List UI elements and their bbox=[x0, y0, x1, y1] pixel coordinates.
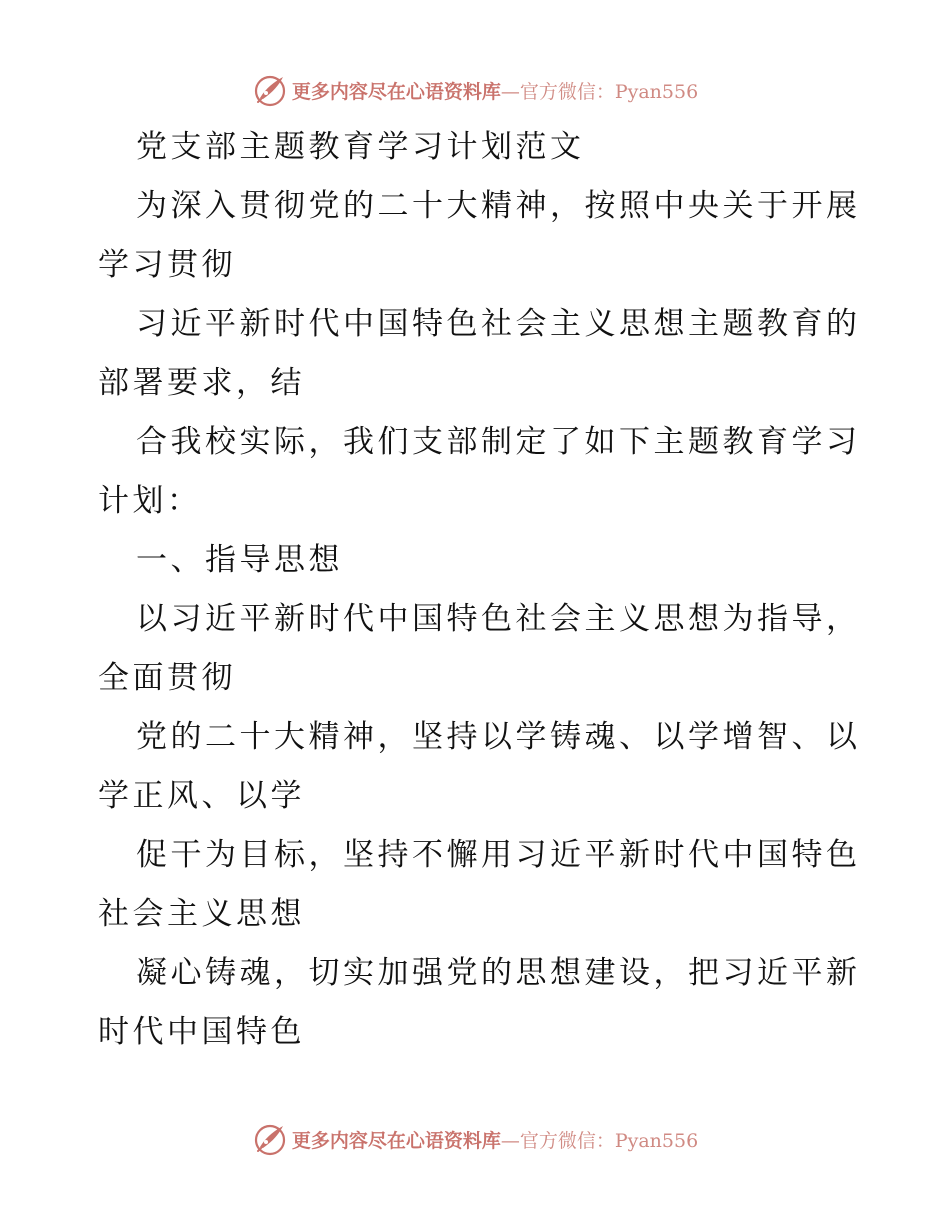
paragraph-line: 部署要求，结 bbox=[98, 365, 305, 401]
paragraph-line: 时代中国特色 bbox=[98, 1014, 305, 1050]
paragraph-line: 以习近平新时代中国特色社会主义思想为指导， bbox=[136, 601, 861, 637]
paragraph-line: 为深入贯彻党的二十大精神，按照中央关于开展 bbox=[136, 188, 861, 224]
paragraph-line: 学正风、以学 bbox=[98, 778, 305, 814]
watermark-wechat: —官方微信：Pyan556 bbox=[500, 1129, 699, 1152]
section-heading: 一、指导思想 bbox=[136, 542, 343, 578]
paragraph-line: 促干为目标，坚持不懈用习近平新时代中国特色 bbox=[136, 837, 861, 873]
paragraph-line: 凝心铸魂，切实加强党的思想建设，把习近平新 bbox=[136, 955, 861, 991]
document-body bbox=[98, 118, 861, 1062]
footer-watermark bbox=[0, 1119, 950, 1159]
paragraph-line: 习近平新时代中国特色社会主义思想主题教育的 bbox=[136, 306, 861, 342]
document-title: 党支部主题教育学习计划范文 bbox=[136, 129, 585, 165]
watermark-site-name: 更多内容尽在心语资料库 bbox=[291, 1129, 501, 1152]
paragraph-line: 计划： bbox=[98, 483, 202, 519]
watermark-site-name: 更多内容尽在心语资料库 bbox=[291, 80, 501, 103]
header-watermark bbox=[0, 70, 950, 110]
paragraph-line: 党的二十大精神，坚持以学铸魂、以学增智、以 bbox=[136, 719, 861, 755]
watermark-wechat: —官方微信：Pyan556 bbox=[500, 80, 699, 103]
paragraph-line: 全面贯彻 bbox=[98, 660, 236, 696]
paragraph-line: 学习贯彻 bbox=[98, 247, 236, 283]
paragraph-line: 社会主义思想 bbox=[98, 896, 305, 932]
feather-pen-logo-icon bbox=[252, 1121, 288, 1157]
feather-pen-logo-icon bbox=[252, 72, 288, 108]
paragraph-line: 合我校实际，我们支部制定了如下主题教育学习 bbox=[136, 424, 861, 460]
